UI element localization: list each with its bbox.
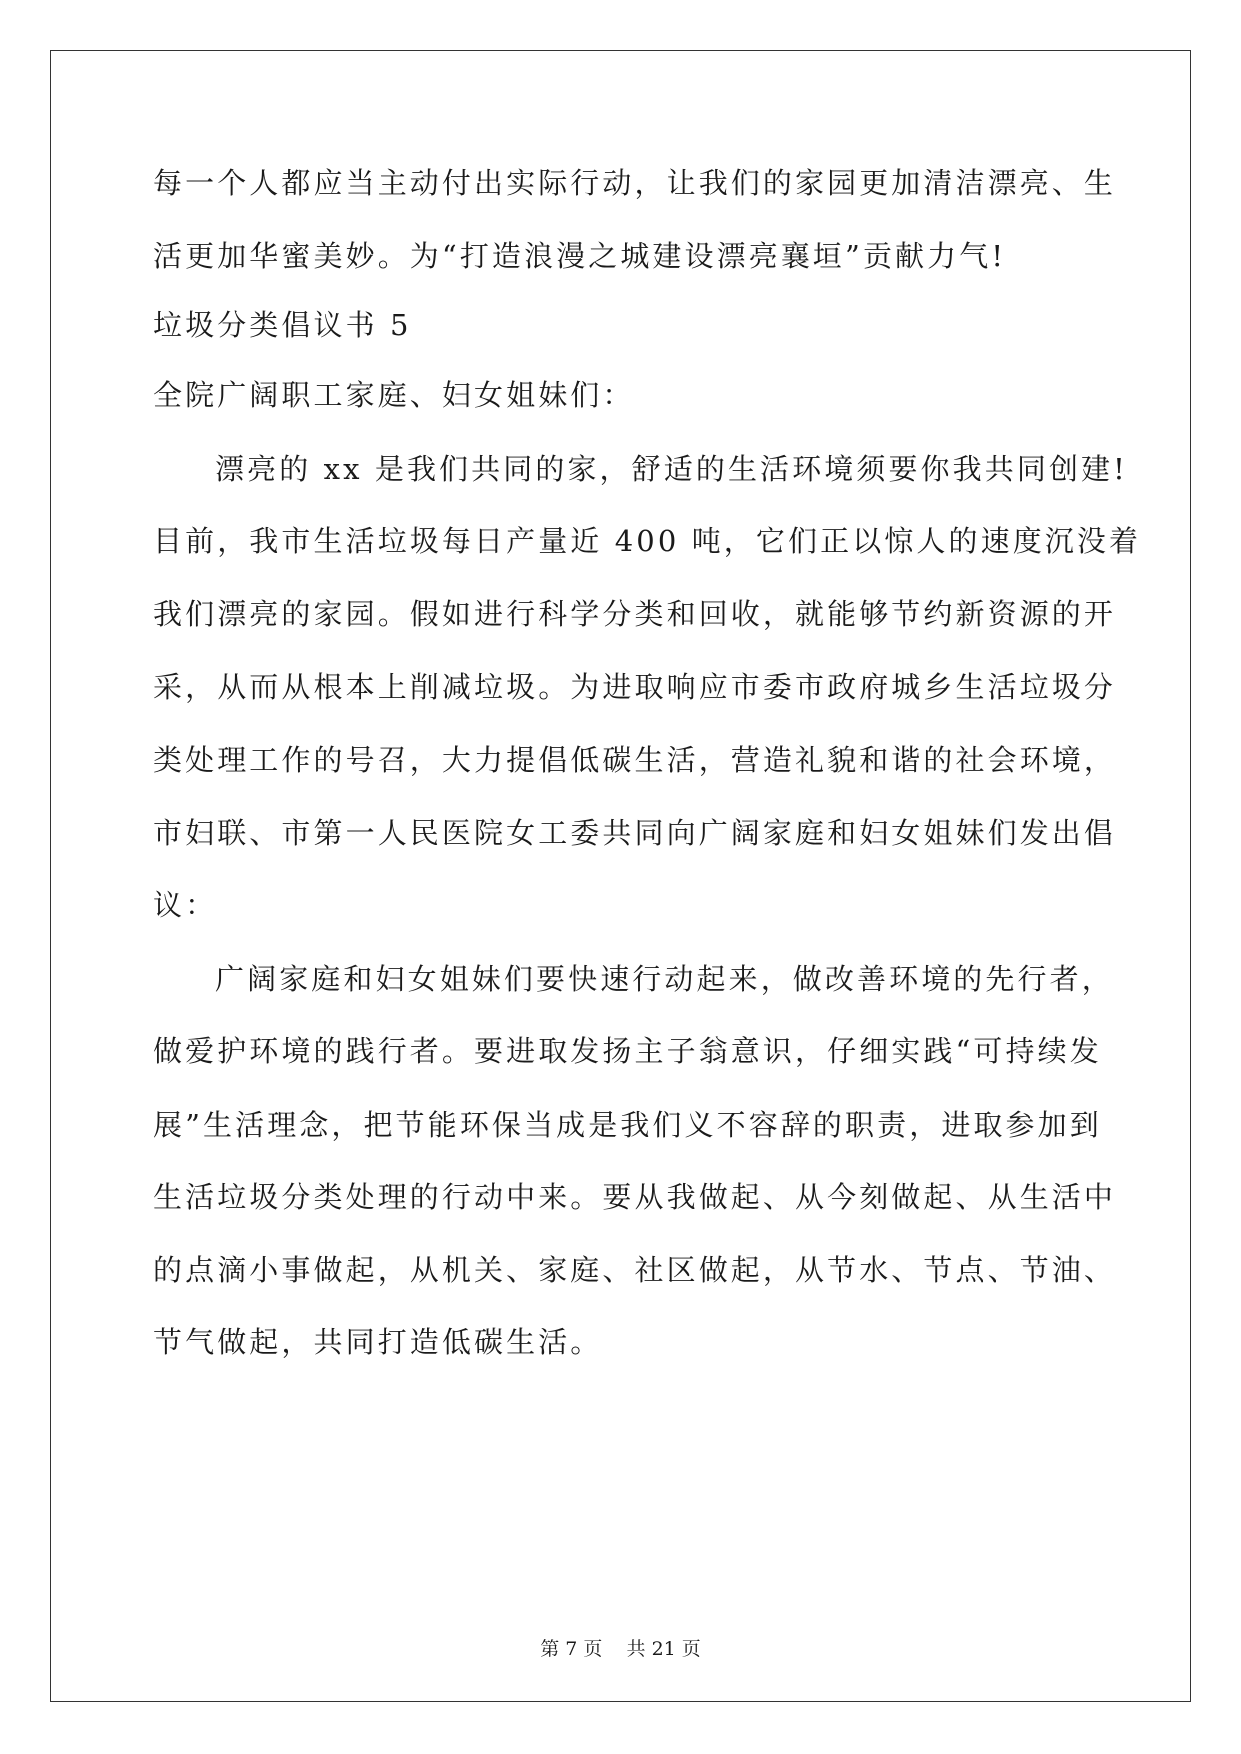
text-line: 目前，我市生活垃圾每日产量近 400 吨，它们正以惊人的速度沉没着 — [153, 524, 1142, 558]
text-line: 节气做起，共同打造低碳生活。 — [153, 1325, 603, 1359]
text-line: 我们漂亮的家园。假如进行科学分类和回收，就能够节约新资源的开 — [153, 597, 1117, 631]
text-line: 的点滴小事做起，从机关、家庭、社区做起，从节水、节点、节油、 — [153, 1253, 1117, 1287]
text-line: 生活垃圾分类处理的行动中来。要从我做起、从今刻做起、从生活中 — [153, 1180, 1117, 1214]
text-line: 市妇联、市第一人民医院女工委共同向广阔家庭和妇女姐妹们发出倡 — [153, 816, 1117, 850]
paragraph-first-line: 广阔家庭和妇女姐妹们要快速行动起来，做改善环境的先行者， — [215, 962, 1114, 996]
text-line: 议： — [153, 888, 218, 922]
text-line: 每一个人都应当主动付出实际行动，让我们的家园更加清洁漂亮、生 — [153, 166, 1117, 200]
text-line: 活更加华蜜美妙。为“打造浪漫之城建设漂亮襄垣”贡献力气! — [153, 239, 1007, 273]
text-line: 类处理工作的号召，大力提倡低碳生活，营造礼貌和谐的社会环境， — [153, 743, 1117, 777]
paragraph-first-line: 漂亮的 xx 是我们共同的家，舒适的生活环境须要你我共同创建! — [215, 452, 1128, 486]
section-heading: 垃圾分类倡议书 5 — [153, 308, 412, 342]
page-border — [50, 50, 1191, 1702]
text-line: 采，从而从根本上削减垃圾。为进取响应市委市政府城乡生活垃圾分 — [153, 670, 1117, 704]
text-line: 展”生活理念，把节能环保当成是我们义不容辞的职责，进取参加到 — [153, 1108, 1102, 1142]
salutation: 全院广阔职工家庭、妇女姐妹们： — [153, 378, 635, 412]
page-number-footer: 第 7 页 共 21 页 — [540, 1638, 701, 1660]
text-line: 做爱护环境的践行者。要进取发扬主子翁意识，仔细实践“可持续发 — [153, 1034, 1102, 1068]
